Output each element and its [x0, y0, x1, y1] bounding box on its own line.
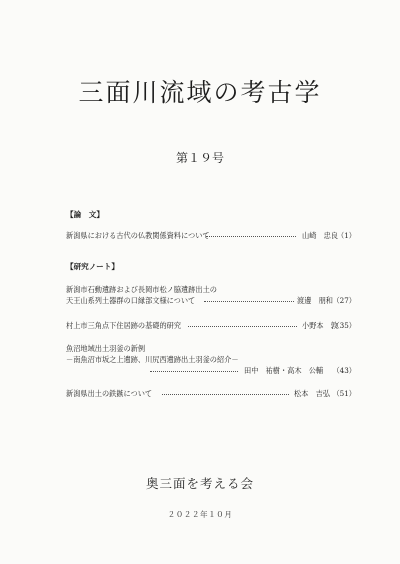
journal-title: 三面川流域の考古学 — [78, 78, 322, 107]
publisher-name: 奥三面を考える会 — [145, 476, 254, 491]
toc-entry-title: 新潟県出土の鉄鏃について — [66, 389, 153, 398]
toc-entry — [66, 284, 356, 295]
toc-entry-page: （27） — [332, 296, 356, 305]
toc-entry — [66, 365, 356, 376]
toc-entry — [66, 320, 356, 331]
dot-leader — [188, 326, 297, 327]
toc-entry-subtitle-line: －南魚沼市坂之上遺跡、川尻西遺跡出土羽釜の紹介－ — [66, 355, 239, 364]
toc-entry-author: 山崎 忠良 — [302, 231, 338, 240]
publication-date: ２０２２年１０月 — [167, 510, 233, 519]
toc-entry — [66, 354, 356, 365]
toc-entry — [66, 295, 356, 306]
toc-entry-page: （1） — [337, 231, 356, 240]
toc-entry-title-line: 魚沼地域出土羽釜の新例 — [66, 344, 146, 353]
toc-entry-author: 田中 祐樹・高木 公輔 — [244, 366, 324, 375]
dot-leader — [150, 371, 238, 372]
toc-entry — [66, 343, 356, 354]
toc-entry-page: （35） — [332, 321, 356, 330]
toc-entry-author: 小野本 敦 — [302, 321, 338, 330]
dot-leader — [204, 301, 294, 302]
dot-leader — [206, 236, 296, 237]
toc-entry — [66, 388, 356, 399]
toc-entry-title: 新潟県における古代の仏教関係資料について — [66, 231, 210, 240]
section-heading-research-notes: 【研究ノート】 — [66, 262, 119, 271]
toc-entry — [66, 230, 356, 241]
dot-leader — [162, 394, 289, 395]
section-heading-papers: 【論 文】 — [66, 210, 104, 219]
toc-entry-author: 渡邊 朋和 — [297, 296, 333, 305]
toc-entry-author: 松本 吉弘 — [294, 389, 330, 398]
toc-entry-title-line: 新潟市石動遺跡および長岡市松ノ脇遺跡出土の — [66, 285, 217, 294]
toc-entry-title-line: 天王山系列土器群の口縁部文様について — [66, 296, 196, 305]
toc-entry-page: （51） — [332, 389, 356, 398]
toc-entry-page: （43） — [332, 366, 356, 375]
toc-entry-title: 村上市三角点下住居跡の基礎的研究 — [66, 321, 182, 330]
issue-number: 第１９号 — [175, 151, 224, 165]
